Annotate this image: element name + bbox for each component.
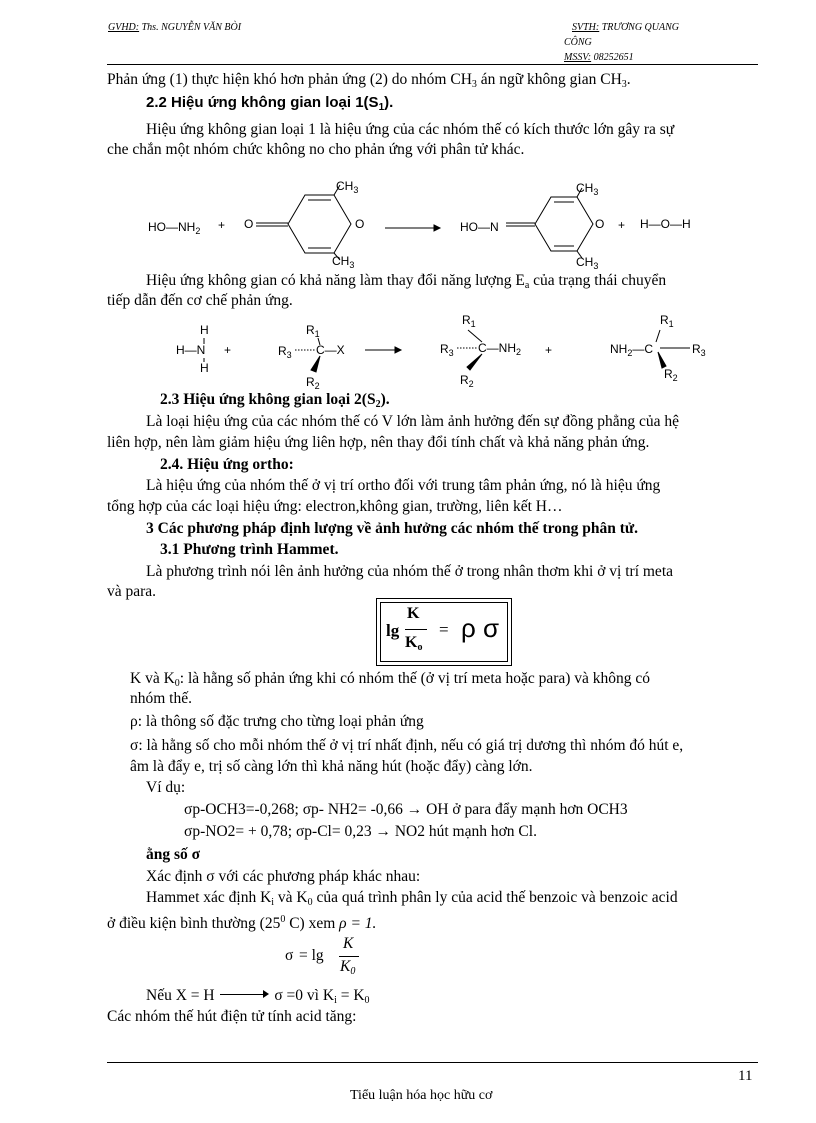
subscript: 3 — [471, 79, 477, 90]
text: : là hằng số phản ứng khi có nhóm thế (ở vị trí meta hoặc para) và không có — [179, 670, 651, 687]
text: 2.2 Hiệu ứng không gian loại 1(S — [146, 94, 379, 111]
product2-r1: $R_1$ — [660, 313, 674, 329]
reaction-scheme-2 — [170, 312, 730, 390]
footer-rule — [107, 1062, 758, 1063]
subscript: i — [271, 897, 275, 908]
paragraph-s1-line1: Hiệu ứng không gian loại 1 là hiệu ứng của các nhóm thế có kích thước lớn gây ra sự — [146, 121, 675, 138]
example-label: Ví dụ: — [146, 779, 186, 796]
product2-r2: $R_2$ — [664, 367, 678, 383]
text: Hiệu ứng không gian có khả năng làm thay đổi năng lượng E — [146, 272, 525, 289]
methyl-bottom: $CH_3$ — [332, 254, 355, 270]
header-mssv — [564, 52, 634, 63]
header-mssv-label: MSSV: — [564, 52, 592, 63]
plus-sign-2: + — [618, 218, 626, 232]
subscript: 2 — [375, 399, 381, 410]
paragraph-hammett-determination-line2 — [107, 911, 376, 933]
text: của quá trình phân ly của acid thế benzoic và benzoic acid — [312, 889, 678, 906]
product2-nh2: $NH_2—C$ — [610, 342, 654, 358]
superscript: 0 — [280, 914, 286, 925]
equals-sign: = — [439, 620, 449, 639]
header-svth-name2: CÔNG — [564, 37, 592, 48]
paragraph-sigma-definition-line1: σ: là hằng số cho mỗi nhóm thế ở vị trí nhất định, nếu có giá trị dương thì nhóm đó hút e, — [130, 737, 684, 754]
example-line-1: σp-OCH3=-0,268; σp- NH2= -0,66 → OH ở para đẩy mạnh hơn OCH3 — [184, 801, 628, 818]
text: K và K — [130, 670, 175, 687]
subscript: 0 — [307, 897, 313, 908]
paragraph-hammett-determination-line1 — [146, 889, 678, 912]
paragraph-sigma-methods: Xác định σ với các phương pháp khác nhau: — [146, 868, 421, 885]
subscript: 0 — [174, 678, 180, 689]
sigma-formula — [285, 935, 385, 980]
product-oxygen: O — [595, 217, 605, 231]
plus-sign: + — [218, 218, 226, 232]
lg-symbol: lg — [386, 621, 400, 640]
product-r3: $R_3$ — [440, 342, 454, 358]
paragraph-s2-line1: Là loại hiệu ứng của các nhóm thế có V lớn làm ảnh hưởng đến sự đồng phẳng của hệ — [146, 413, 680, 430]
r2-label: $R_2$ — [306, 375, 320, 390]
substrate-bonds — [204, 338, 320, 372]
text: ). — [384, 94, 394, 111]
heading-sigma-constant: ằng số σ — [146, 846, 201, 863]
paragraph-ortho-line1: Là hiệu ứng của nhóm thế ở vị trí ortho đối với trung tâm phản ứng, nó là hiệu ứng — [146, 477, 661, 494]
header-svth-name: TRƯƠNG QUANG — [601, 22, 679, 33]
paragraph-k-definition-line1 — [130, 670, 650, 693]
oxygen-right: O — [355, 217, 365, 231]
text: Phản ứng (1) thực hiện khó hơn phản ứng (2) do nhóm CH — [107, 71, 472, 88]
paragraph-s2-line2: liên hợp, nên làm giảm hiệu ứng liên hợp, nên thay đổi tính chất và khả năng phản ứng. — [107, 434, 650, 451]
hydroxylamine-label: $HO—NH_2$ — [148, 220, 201, 236]
paragraph-electron-withdrawing: Các nhóm thế hút điện tử tính acid tăng: — [107, 1008, 357, 1025]
paragraph-energy-line2: tiếp dẫn đến cơ chế phản ứng. — [107, 292, 293, 309]
oxygen-left: O — [244, 217, 254, 231]
paragraph-ortho-line2: tổng hợp của các loại hiệu ứng: electron,không gian, trường, liên kết H… — [107, 498, 563, 515]
paragraph-sigma-definition-line2: âm là đẩy e, trị số càng lớn thì khả năng hút (hoặc đẩy) càng lớn. — [130, 758, 533, 775]
hammett-equation-inner — [380, 602, 508, 662]
product-c-nh2: $C—NH_2$ — [478, 341, 522, 357]
product2-r3: $R_3$ — [692, 342, 706, 358]
text: σ =0 vì K — [274, 987, 335, 1004]
long-arrow-icon — [218, 989, 270, 999]
subscript: 1 — [378, 102, 385, 113]
header-gvhd-label: GVHD: — [108, 22, 140, 33]
header-gvhd — [108, 22, 241, 33]
text: Hammet xác định K — [146, 889, 272, 906]
carbon-x: C—X — [316, 343, 345, 357]
quinone-ring — [256, 185, 351, 260]
text: Nếu X = H — [146, 987, 215, 1004]
hammett-equation-box — [376, 598, 512, 666]
text: ở điều kiện bình thường (25 — [107, 915, 281, 933]
r1-label: $R_1$ — [306, 323, 320, 339]
header-svth-label: SVTH: — [572, 22, 600, 33]
subscript: 0 — [364, 995, 370, 1006]
reaction-arrow — [385, 225, 440, 231]
fraction-bar — [405, 629, 427, 630]
rho-sigma: ρ σ — [461, 613, 500, 643]
water-label: H—O—H — [640, 217, 691, 231]
page-number: 11 — [738, 1068, 753, 1084]
rho-value: ρ = 1. — [339, 915, 377, 933]
fraction-numerator: K — [407, 605, 420, 622]
amine-h-bottom: H — [200, 361, 209, 375]
header-mssv-value: 08252651 — [593, 52, 634, 63]
plus-sign-2: + — [545, 343, 553, 357]
text: 2.3 Hiệu ứng không gian loại 2(S — [160, 391, 376, 408]
example-line-2: σp-NO2= + 0,78; σp-Cl= 0,23 → NO2 hút mạnh hơn Cl. — [184, 823, 537, 840]
product-oxime-label: HO—N — [460, 220, 499, 234]
paragraph-rho-definition: ρ: là thông số đặc trưng cho từng loại phản ứng — [130, 713, 424, 730]
paragraph-k-definition-line2: nhóm thế. — [130, 690, 192, 707]
header-gvhd-name: Ths. NGUYỄN VĂN BÒI — [141, 22, 242, 33]
product-methyl-top: $CH_3$ — [576, 181, 599, 197]
paragraph-hammett-line2: và para. — [107, 583, 157, 600]
heading-3-1: 3.1 Phương trình Hammet. — [160, 541, 339, 558]
heading-2-4: 2.4. Hiệu ứng ortho: — [160, 456, 294, 473]
product-r2: $R_2$ — [460, 373, 474, 389]
text: C) xem — [285, 915, 340, 933]
methyl-top: $CH_3$ — [336, 179, 359, 195]
fraction-denominator: $K_o$ — [405, 634, 423, 653]
sigma-denominator: $K_0$ — [340, 958, 356, 977]
heading-3: 3 Các phương pháp định lượng về ảnh hưởng các nhóm thế trong phân tử. — [146, 520, 639, 537]
product-r1: $R_1$ — [462, 313, 476, 329]
sigma-fraction-bar — [339, 956, 359, 957]
reaction-arrow-2 — [365, 347, 401, 353]
footer-title: Tiểu luận hóa học hữu cơ — [350, 1088, 493, 1103]
sigma-symbol: σ — [285, 947, 294, 964]
product-ring — [506, 188, 593, 258]
amine-h-top: H — [200, 323, 209, 337]
header-svth — [572, 22, 679, 33]
text: và K — [274, 889, 308, 906]
paragraph-reaction-comparison — [107, 71, 631, 94]
paragraph-x-equals-h — [146, 987, 370, 1010]
plus-sign: + — [224, 343, 232, 357]
sigma-eq-lg: = lg — [299, 947, 324, 964]
subscript: i — [334, 995, 337, 1006]
text: ). — [380, 391, 390, 408]
header-rule — [107, 64, 758, 65]
reaction-scheme-1 — [140, 170, 720, 270]
heading-2-3 — [160, 391, 390, 414]
product-methyl-bottom: $CH_3$ — [576, 255, 599, 270]
paragraph-s1-line2: che chắn một nhóm chức không no cho phản ứng với phân tử khác. — [107, 141, 525, 158]
subscript: a — [524, 280, 530, 291]
text: = K — [336, 987, 365, 1004]
subscript: 3 — [621, 79, 627, 90]
text: . — [626, 71, 631, 88]
text: của trạng thái chuyển — [529, 272, 667, 289]
sigma-numerator: K — [343, 935, 354, 952]
amine-hn: H—N — [176, 343, 206, 357]
heading-2-2 — [146, 94, 393, 117]
paragraph-hammett-line1: Là phương trình nói lên ảnh hưởng của nhóm thế ở trong nhân thơm khi ở vị trí meta — [146, 563, 673, 580]
text: án ngữ không gian CH — [476, 71, 622, 88]
r3-label: $R_3$ — [278, 344, 292, 360]
